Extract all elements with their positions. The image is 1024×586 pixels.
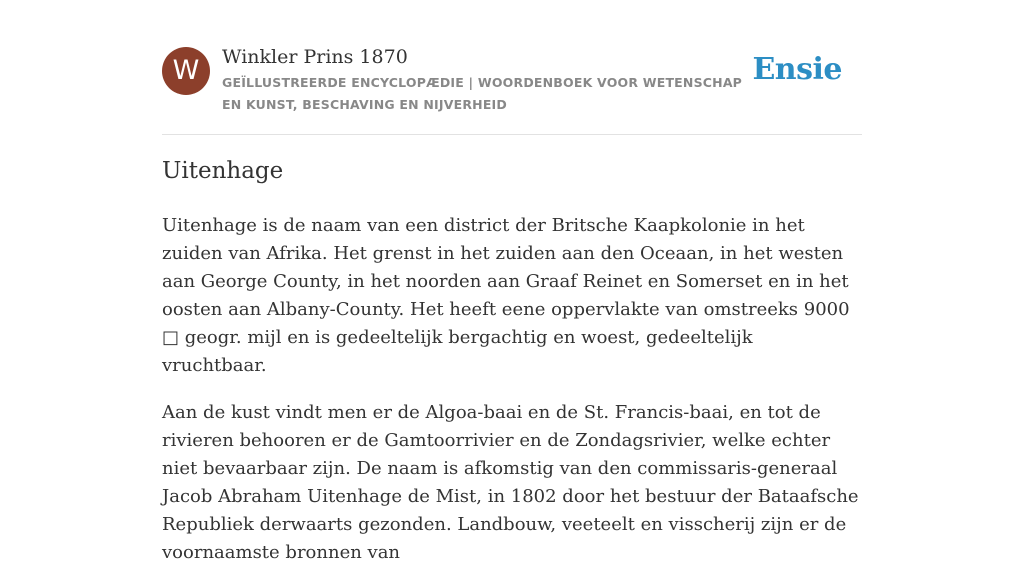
article-paragraph: Uitenhage is de naam van een district der Britsche Kaapkolonie in het zuiden van Afrika. Het grenst in het zuiden aan den Oceaan, in het westen aan George County, in het noorden aan Graaf Reinet en Somerset en in het oosten aan Albany-County. Het heeft eene oppervlakte van omstreeks 9000 □ geogr. mijl en is gedeeltelijk bergachtig en woest, gedeeltelijk vruchtbaar. bbox=[162, 215, 850, 376]
article-paragraph: Aan de kust vindt men er de Algoa-baai en de St. Francis-baai, en tot de rivieren behooren er de Gamtoorrivier en de Zondagsrivier, welke echter niet bevaarbaar zijn. De naam is afkomstig van den commissaris-generaal Jacob Abraham Uitenhage de Mist, in 1802 door het bestuur der Bataafsche Republiek derwaarts gezonden. Landbouw, veeteelt en visscherij zijn er de voornaamste bronnen van bbox=[162, 402, 859, 563]
page bbox=[162, 0, 862, 563]
source-title[interactable]: Winkler Prins 1870 bbox=[222, 46, 408, 68]
article-body bbox=[162, 212, 862, 586]
source-header bbox=[162, 0, 862, 135]
source-subtitle: GEÏLLUSTREERDE ENCYCLOPÆDIE | WOORDENBOEK VOOR WETENSCHAP EN KUNST, BESCHAVING EN NIJVERHEID bbox=[222, 75, 743, 112]
article-title: Uitenhage bbox=[162, 158, 284, 184]
source-avatar[interactable]: W bbox=[162, 47, 210, 95]
ensie-logo-link[interactable]: Ensie bbox=[752, 52, 842, 87]
